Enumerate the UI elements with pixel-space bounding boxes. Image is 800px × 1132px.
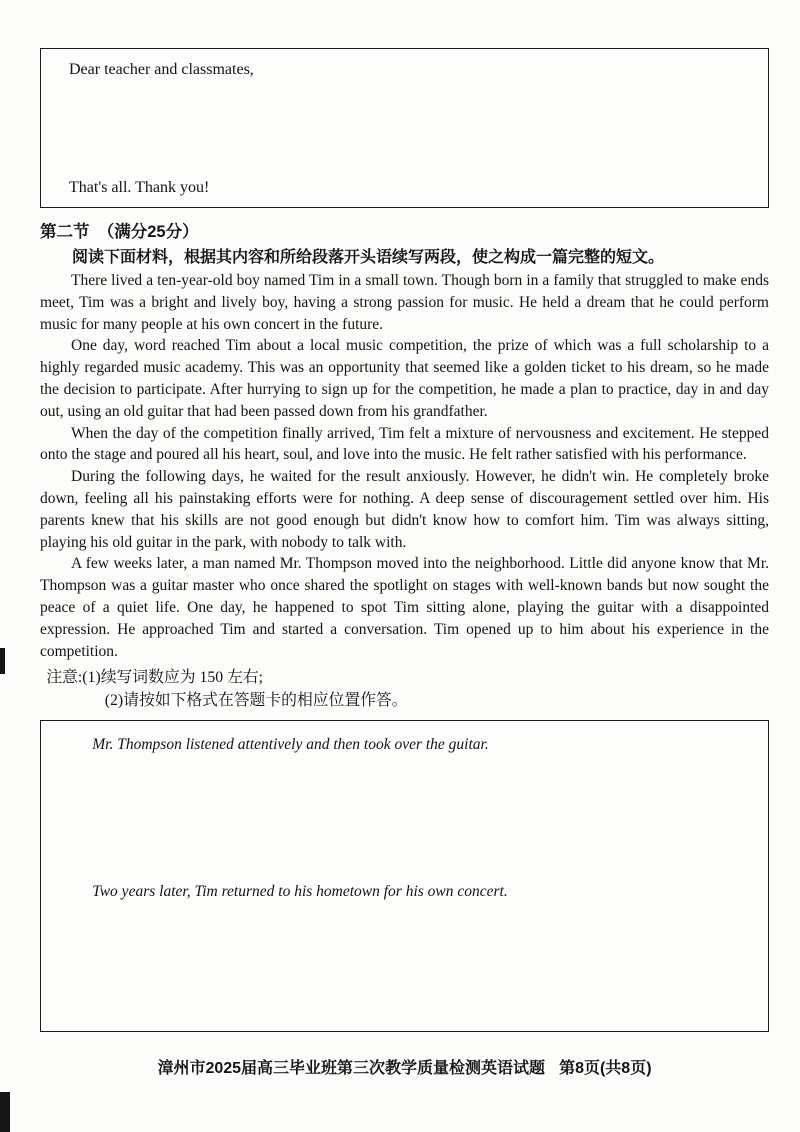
notes (40, 666, 769, 712)
note-word-count: 注意:(1)续写词数应为 150 左右; (46, 669, 264, 687)
section-heading: 第二节 （满分25分） (40, 223, 199, 241)
story-text (40, 270, 769, 662)
scan-artifact (0, 1092, 10, 1132)
story-paragraph: When the day of the competition finally arrived, Tim felt a mixture of nervousness and excitement. He stepped onto the stage and poured all his heart, soul, and love into the music. He felt rather satisfied with his performance. (40, 424, 769, 464)
continuation-prompt-2: Two years later, Tim returned to his hometown for his own concert. (92, 883, 508, 901)
page-footer (40, 1058, 769, 1080)
letter-closing: That's all. Thank you! (69, 179, 210, 196)
scan-artifact (0, 648, 5, 674)
story-paragraph: A few weeks later, a man named Mr. Thompson moved into the neighborhood. Little did anyone know that Mr. Thompson was a guitar master who once shared the spotlight on stages with well-known bands but now sought the peace of a quiet life. One day, he happened to spot Tim sitting alone, playing the guitar with a disappointed expression. He approached Tim and started a conversation. Tim opened up to him about his experience in the competition. (40, 555, 769, 660)
continuation-prompt-1: Mr. Thompson listened attentively and then took over the guitar. (92, 736, 489, 754)
letter-answer-box (40, 48, 769, 208)
letter-greeting: Dear teacher and classmates, (69, 61, 254, 78)
note-answer-format: (2)请按如下格式在答题卡的相应位置作答。 (104, 692, 408, 710)
story-paragraph: One day, word reached Tim about a local music competition, the prize of which was a full scholarship to a highly regarded music academy. This was an opportunity that seemed like a golden ticket to his dream, so he made the decision to participate. After hurrying to sign up for the competition, he made a plan to practice, day in and day out, using an old guitar that had been passed down from his grandfather. (40, 337, 769, 420)
continuation-answer-box (40, 720, 769, 1032)
footer-page-number: 第8页(共8页) (559, 1060, 652, 1078)
story-paragraph: There lived a ten-year-old boy named Tim in a small town. Though born in a family that struggled to make ends meet, Tim was a bright and lively boy, having a strong passion for music. He held a dream that he could perform music for many people at his own concert in the future. (40, 272, 769, 333)
footer-exam-title: 漳州市2025届高三毕业班第三次教学质量检测英语试题 (157, 1060, 546, 1078)
section-instruction: 阅读下面材料，根据其内容和所给段落开头语续写两段，使之构成一篇完整的短文。 (72, 249, 665, 266)
story-paragraph: During the following days, he waited for the result anxiously. However, he didn't win. He completely broke down, feeling all his painstaking efforts were for nothing. A deep sense of discouragement settled over him. His parents knew that his skills are not good enough but didn't know how to comfort him. Tim was always sitting, playing his old guitar in the park, with nobody to talk with. (40, 468, 769, 551)
